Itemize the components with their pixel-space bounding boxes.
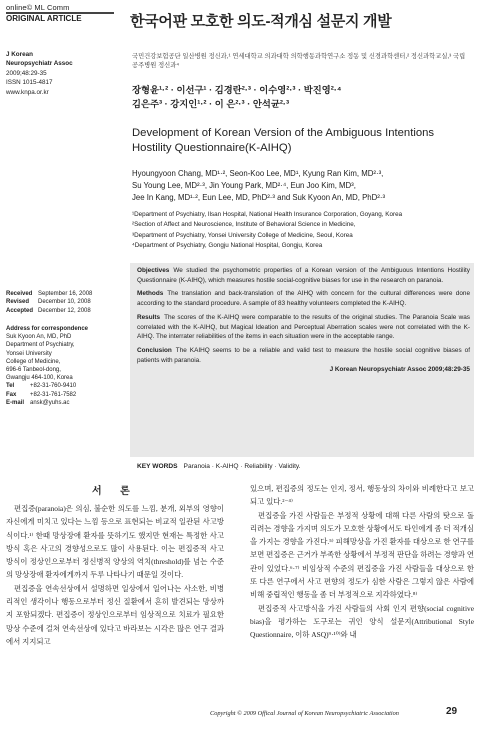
correspondence-line: Department of Psychiatry,: [6, 342, 75, 349]
fax-label: Fax: [6, 391, 17, 398]
english-affiliation-line: ³Department of Psychiatry, Yonsei University College of Medicine, Seoul, Korea: [132, 231, 353, 239]
abstract-conclusion: [137, 346, 470, 365]
keywords-text: Paranoia · K-AIHQ · Reliability · Validity.: [183, 463, 301, 470]
correspondence-line: Yonsei University: [6, 350, 52, 357]
methods-text: The translation and back-translation of the AIHQ with concern for the cultural differences were done according to the standard procedure. A sample of 83 healthy volunteers completed the K-AIHQ.: [137, 290, 470, 308]
korean-authors-line1: 장형윤¹·² · 이선구¹ · 김경란²·³ · 이수영²·³ · 박진영²·⁴: [132, 85, 342, 95]
accepted-date: December 12, 2008: [38, 307, 91, 314]
correspondence-address: [6, 325, 118, 407]
english-affiliation-line: ¹Department of Psychiatry, Ilsan Hospital, National Health Insurance Corporation, Goyang, Korea: [132, 211, 403, 218]
english-authors-line: Su Young Lee, MD²·³, Jin Young Park, MD²·⁴, Eun Joo Kim, MD³,: [132, 181, 356, 191]
journal-issn: ISSN 1015-4817: [6, 79, 53, 87]
email-value[interactable]: ansk@yuhs.ac: [30, 399, 70, 406]
journal-volume: 2009;48:29-35: [6, 69, 47, 77]
abstract: [137, 266, 470, 375]
body-column-left: [6, 502, 224, 648]
revised-date: December 10, 2008: [38, 299, 91, 306]
body-column-right: [250, 482, 474, 642]
tel-value: +82-31-760-9410: [30, 383, 77, 390]
abstract-results: [137, 313, 470, 342]
conclusion-label: Conclusion: [137, 346, 172, 354]
section-heading: 서 론: [92, 486, 138, 497]
article-dates: [6, 290, 118, 315]
body-paragraph: 있으며, 편집증의 정도는 인지, 정서, 행동상의 차이와 비례한다고 보고되고 있다.²⁻⁴⁾: [250, 484, 474, 507]
body-paragraph: 편집증적 사고방식을 가진 사람들의 사회 인지 편향(social cognitive bias)을 평가하는 도구로는 귀인 양식 설문지(Attributional Style Questionnaire, 이하 ASQ)⁹·¹⁰⁾와 내: [250, 603, 474, 640]
objectives-label: Objectives: [137, 267, 170, 274]
conclusion-text: The KAIHQ seems to be a reliable and valid test to measure the hostile social cognitive biases of patients with paranoia.: [137, 346, 470, 364]
korean-affiliations: 국민건강보험공단 일산병원 정신과,¹ 연세대학교 의과대학 의학행동과학연구소 정동 및 신경과학센터,² 정신과학교실,³ 국립공주병원 정신과⁴: [132, 53, 466, 70]
results-label: Results: [137, 313, 161, 321]
body-paragraph: 편집증을 가진 사람들은 부정적 상황에 대해 다른 사람의 탓으로 돌리려는 경향을 가지며 의도가 모호한 상황에서도 타인에게 좀 더 적개심을 가지는 경향을 가진다.⁵⁾ 피해망상을 가진 환자를 대상으로 한 연구를 보면 편집증은 근거가 부족한 상황에서 부정적 판단을 하려는 경향과 연관이 있었다.⁶·⁷⁾ 비임상적 수준의 편집증을 가진 사람들을 대상으로 한 또 다른 연구에서 사고 편향의 정도가 심한 사람은 그렇지 않은 사람에 비해 중립적인 행동을 좀 더 부정적으로 지각하였다.⁸⁾: [250, 510, 474, 600]
english-title: Development of Korean Version of the Ambiguous Intentions Hostility Questionnaire(K-AIHQ): [132, 127, 435, 154]
revised-label: Revised: [6, 299, 30, 306]
english-authors-line: Jee In Kang, MD¹·², Eun Lee, MD, PhD²·³ and Suk Kyoon An, MD, PhD²·³: [132, 193, 386, 203]
journal-url[interactable]: www.knpa.or.kr: [6, 88, 49, 96]
keywords-label: KEY WORDS: [137, 463, 178, 470]
korean-authors: [132, 84, 342, 111]
english-affiliations: [132, 210, 472, 251]
korean-title: 한국어판 모호한 의도-적개심 설문지 개발: [130, 13, 392, 30]
tel-label: Tel: [6, 383, 15, 390]
correspondence-line: Suk Kyoon An, MD, PhD: [6, 334, 72, 341]
copyright-footer: Copyright © 2009 Offical Journal of Korean Neuropsychiatric Association: [210, 710, 399, 717]
received-date: September 16, 2008: [38, 291, 93, 297]
body-paragraph: 편집증(paranoia)은 의심, 불순한 의도를 느낌, 분개, 외부의 영향이 자신에게 미치고 있다는 느낌 등으로 표현되는 비교적 일관된 사고방식이다.¹⁾ 한때 망상장애 환자를 뜻하기도 했지만 현재는 특정한 사고방식 혹은 사고의 경향성으로도 많이 사용된다. 이는 편집증적 사고 방식이 정상인으로부터 정신병적 양상의 역치(threshold)를 넘는 수준의 망상장애 환자에게까지 두루 나타나기 때문일 것이다.: [6, 504, 224, 580]
correspondence-heading: Address for correspondence: [6, 326, 89, 332]
correspondence-line: Gwangju 464-100, Korea: [6, 375, 73, 382]
objectives-text: We studied the psychometric properties of a Korean version of the Ambiguous Intentions Hostility Questionnaire (K-AIHQ), which measures hostile social-cognitive biases for use in the research on paranoia.: [137, 267, 470, 284]
journal-info: [6, 50, 118, 97]
english-authors: [132, 168, 472, 205]
email-label: E-mail: [6, 399, 25, 406]
article-type: ORIGINAL ARTICLE: [6, 14, 82, 23]
english-affiliation-line: ²Section of Affect and Neuroscience, Institute of Behavioral Science in Medicine,: [132, 221, 356, 229]
online-label: online© ML Comm: [6, 3, 70, 12]
english-affiliation-line: ⁴Department of Psychiatry, Gongju National Hospital, Gongju, Korea: [132, 241, 323, 249]
received-label: Received: [6, 291, 33, 297]
body-paragraph: 편집증을 연속선상에서 설명하면 일상에서 일어나는 사소한, 비병리적인 생각이나 행동으로부터 정신 질환에서 흔히 발견되는 망상까지 포함되겠다. 편집증이 정상인으로부터 임상적으로 치료가 필요한 망상 수준에 걸쳐 연속선상에 있다고 바라보는 시각은 많은 연구 결과에서 지지되고: [6, 583, 224, 646]
fax-value: +82-31-761-7582: [30, 391, 77, 398]
abstract-methods: [137, 289, 470, 308]
abstract-objectives: [137, 266, 470, 285]
accepted-label: Accepted: [6, 307, 34, 314]
korean-authors-line2: 김은주³ · 강지인¹·² · 이 은²·³ · 안석균²·³: [132, 98, 290, 109]
english-authors-line: Hyoungyoon Chang, MD¹·², Seon-Koo Lee, MD¹, Kyung Ran Kim, MD²·³,: [132, 169, 384, 178]
methods-label: Methods: [137, 290, 164, 298]
correspondence-line: 696-6 Tanbeol-dong,: [6, 367, 61, 374]
results-text: The scores of the K-AIHQ were comparable to the results of the original studies. The Paranoia Scale was correlated with the K-AIHQ, but Magical Ideation and Perceptual Aberration scales were not correlated with the K-AIHQ. The interrater reliabilities of the items in each situation were in the acceptable range.: [137, 313, 470, 341]
journal-name-line2: Neuropsychiatr Assoc: [6, 60, 73, 68]
abstract-citation: J Korean Neuropsychiatr Assoc 2009;48:29-35: [329, 366, 470, 374]
page-number: 29: [446, 706, 458, 717]
keywords: [137, 463, 301, 470]
correspondence-line: College of Medicine,: [6, 358, 61, 365]
journal-name-line1: J Korean: [6, 51, 33, 58]
